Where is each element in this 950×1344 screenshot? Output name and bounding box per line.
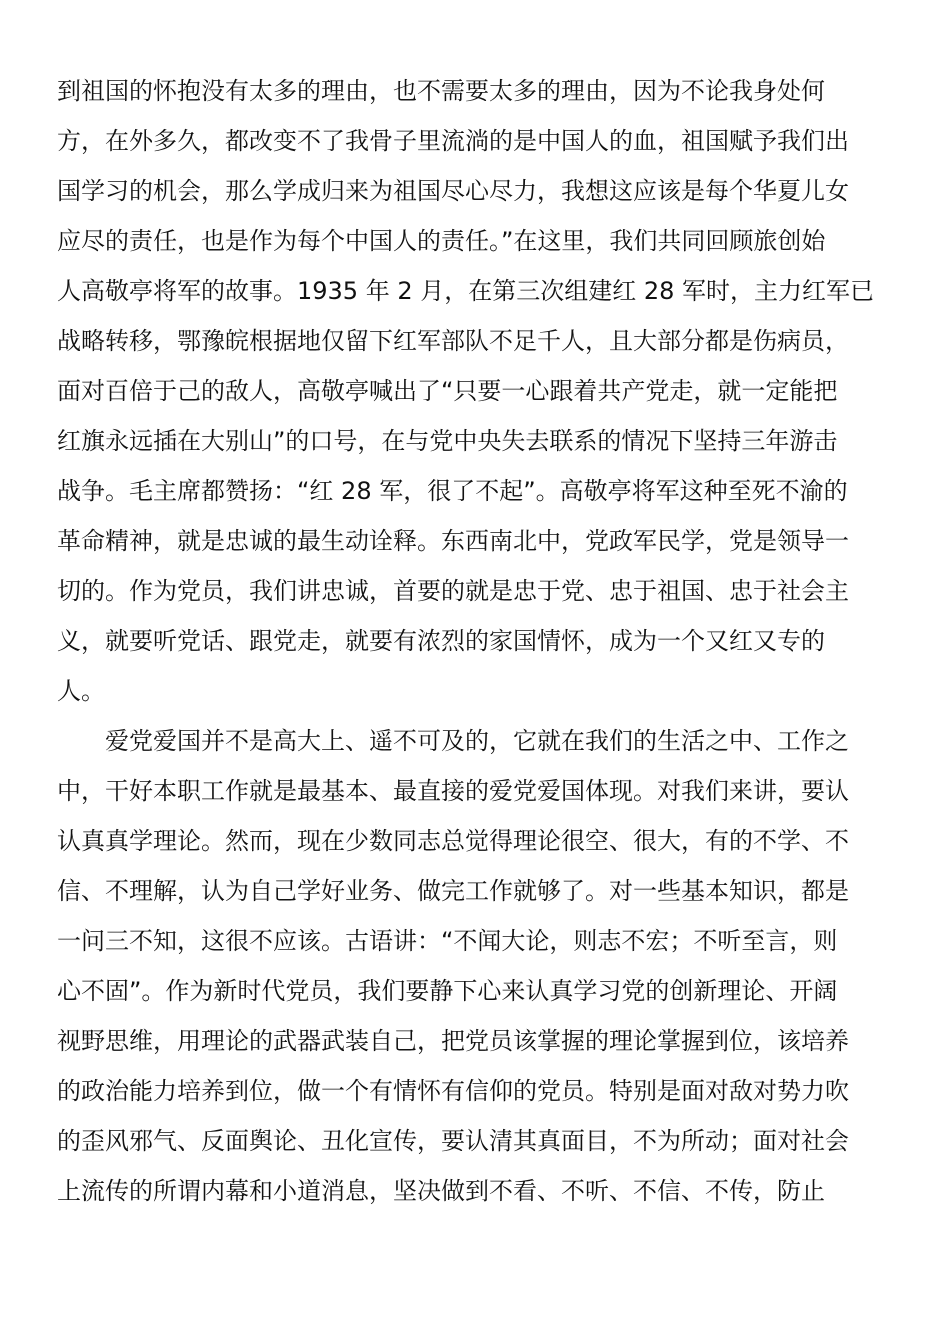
paragraph-1 (57, 66, 893, 716)
text-line: 人高敬亭将军的故事。1935 年 2 月，在第三次组建红 28 军时，主力红军已 (57, 277, 875, 305)
text-line: 中，干好本职工作就是最基本、最直接的爱党爱国体现。对我们来讲，要认 (57, 777, 849, 805)
text-line: 革命精神，就是忠诚的最生动诠释。东西南北中，党政军民学，党是领导一 (57, 527, 849, 555)
text-line: 战略转移，鄂豫皖根据地仅留下红军部队不足千人，且大部分都是伤病员， (57, 327, 849, 355)
text-line: 爱党爱国并不是高大上、遥不可及的，它就在我们的生活之中、工作之 (57, 727, 849, 755)
paragraph-2 (57, 716, 893, 1216)
text-line: 战争。毛主席都赞扬：“红 28 军，很了不起”。高敬亭将军这种至死不渝的 (57, 477, 848, 505)
text-line: 上流传的所谓内幕和小道消息，坚决做到不看、不听、不信、不传，防止 (57, 1177, 825, 1205)
text-line: 义，就要听党话、跟党走，就要有浓烈的家国情怀，成为一个又红又专的 (57, 627, 825, 655)
text-line: 红旗永远插在大别山”的口号，在与党中央失去联系的情况下坚持三年游击 (57, 427, 838, 455)
text-line: 切的。作为党员，我们讲忠诚，首要的就是忠于党、忠于祖国、忠于社会主 (57, 577, 849, 605)
text-line: 的政治能力培养到位，做一个有情怀有信仰的党员。特别是面对敌对势力吹 (57, 1077, 849, 1105)
text-line: 方，在外多久，都改变不了我骨子里流淌的是中国人的血，祖国赋予我们出 (57, 127, 849, 155)
text-line: 信、不理解，认为自己学好业务、做完工作就够了。对一些基本知识，都是 (57, 877, 849, 905)
text-line: 到祖国的怀抱没有太多的理由，也不需要太多的理由，因为不论我身处何 (57, 77, 825, 105)
text-line: 认真真学理论。然而，现在少数同志总觉得理论很空、很大，有的不学、不 (57, 827, 849, 855)
text-line: 视野思维，用理论的武器武装自己，把党员该掌握的理论掌握到位，该培养 (57, 1027, 849, 1055)
text-line: 应尽的责任，也是作为每个中国人的责任。”在这里，我们共同回顾旅创始 (57, 227, 826, 255)
text-line: 国学习的机会，那么学成归来为祖国尽心尽力，我想这应该是每个华夏儿女 (57, 177, 849, 205)
text-line: 面对百倍于己的敌人，高敬亭喊出了“只要一心跟着共产党走，就一定能把 (57, 377, 838, 405)
text-line: 人。 (57, 677, 105, 705)
text-line: 一问三不知，这很不应该。古语讲：“不闻大论，则志不宏；不听至言，则 (57, 927, 838, 955)
text-line: 的歪风邪气、反面舆论、丑化宣传，要认清其真面目，不为所动；面对社会 (57, 1127, 849, 1155)
text-line: 心不固”。作为新时代党员，我们要静下心来认真学习党的创新理论、开阔 (57, 977, 838, 1005)
